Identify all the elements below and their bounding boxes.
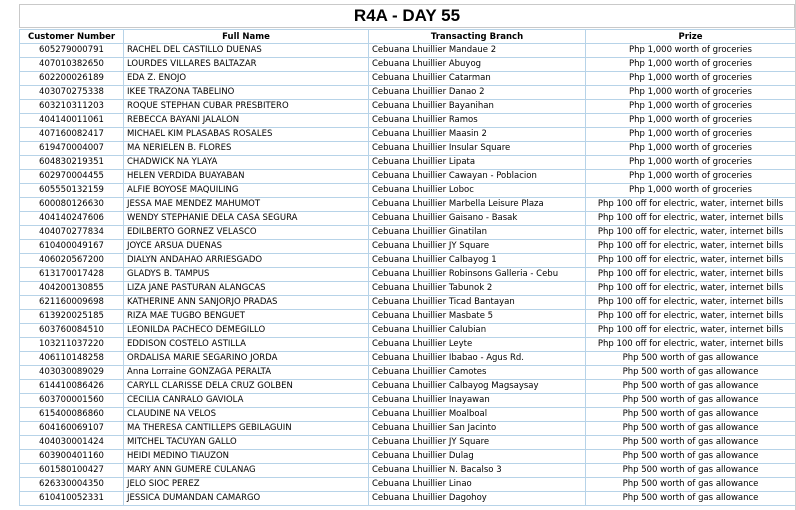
customer-number-cell: 615400086860	[20, 408, 124, 422]
table-row	[20, 478, 796, 492]
branch-cell: Cebuana Lhuillier Calubian	[369, 324, 586, 338]
full-name-cell: EDILBERTO GORNEZ VELASCO	[124, 226, 369, 240]
customer-number-cell: 610400049167	[20, 240, 124, 254]
full-name-cell: MARY ANN GUMERE CULANAG	[124, 464, 369, 478]
full-name-cell: LIZA JANE PASTURAN ALANGCAS	[124, 282, 369, 296]
branch-cell: Cebuana Lhuillier Bayanihan	[369, 100, 586, 114]
prize-cell: Php 500 worth of gas allowance	[586, 380, 796, 394]
header-customer-number: Customer Number	[20, 30, 124, 44]
full-name-cell: JESSICA DUMANDAN CAMARGO	[124, 492, 369, 506]
customer-number-cell: 604160069107	[20, 422, 124, 436]
full-name-cell: ROQUE STEPHAN CUBAR PRESBITERO	[124, 100, 369, 114]
customer-number-cell: 603700001560	[20, 394, 124, 408]
prize-cell: Php 1,000 worth of groceries	[586, 114, 796, 128]
prize-cell: Php 1,000 worth of groceries	[586, 72, 796, 86]
prize-cell: Php 100 off for electric, water, internet bills	[586, 310, 796, 324]
table-row	[20, 198, 796, 212]
table-row	[20, 100, 796, 114]
table-row	[20, 492, 796, 506]
branch-cell: Cebuana Lhuillier San Jacinto	[369, 422, 586, 436]
customer-number-cell: 602970004455	[20, 170, 124, 184]
full-name-cell: ALFIE BOYOSE MAQUILING	[124, 184, 369, 198]
full-name-cell: LOURDES VILLARES BALTAZAR	[124, 58, 369, 72]
customer-number-cell: 403030089029	[20, 366, 124, 380]
full-name-cell: MICHAEL KIM PLASABAS ROSALES	[124, 128, 369, 142]
branch-cell: Cebuana Lhuillier Mandaue 2	[369, 44, 586, 58]
table-row	[20, 86, 796, 100]
full-name-cell: RIZA MAE TUGBO BENGUET	[124, 310, 369, 324]
customer-number-cell: 404070277834	[20, 226, 124, 240]
full-name-cell: DIALYN ANDAHAO ARRIESGADO	[124, 254, 369, 268]
branch-cell: Cebuana Lhuillier Maasin 2	[369, 128, 586, 142]
full-name-cell: ORDALISA MARIE SEGARINO JORDA	[124, 352, 369, 366]
table-row	[20, 170, 796, 184]
branch-cell: Cebuana Lhuillier Catarman	[369, 72, 586, 86]
prize-cell: Php 100 off for electric, water, internet bills	[586, 254, 796, 268]
branch-cell: Cebuana Lhuillier Ramos	[369, 114, 586, 128]
full-name-cell: EDDISON COSTELO ASTILLA	[124, 338, 369, 352]
full-name-cell: Anna Lorraine GONZAGA PERALTA	[124, 366, 369, 380]
table-row	[20, 254, 796, 268]
branch-cell: Cebuana Lhuillier Marbella Leisure Plaza	[369, 198, 586, 212]
branch-cell: Cebuana Lhuillier Inayawan	[369, 394, 586, 408]
customer-number-cell: 605550132159	[20, 184, 124, 198]
branch-cell: Cebuana Lhuillier Moalboal	[369, 408, 586, 422]
branch-cell: Cebuana Lhuillier Dulag	[369, 450, 586, 464]
prize-cell: Php 500 worth of gas allowance	[586, 464, 796, 478]
customer-number-cell: 614410086426	[20, 380, 124, 394]
branch-cell: Cebuana Lhuillier Dagohoy	[369, 492, 586, 506]
full-name-cell: JELO SIOC PEREZ	[124, 478, 369, 492]
sheet-title: R4A - DAY 55	[19, 4, 795, 28]
table-row	[20, 156, 796, 170]
branch-cell: Cebuana Lhuillier Camotes	[369, 366, 586, 380]
prize-cell: Php 500 worth of gas allowance	[586, 450, 796, 464]
branch-cell: Cebuana Lhuillier Tabunok 2	[369, 282, 586, 296]
prize-cell: Php 500 worth of gas allowance	[586, 394, 796, 408]
table-row	[20, 464, 796, 478]
customer-number-cell: 403070275338	[20, 86, 124, 100]
branch-cell: Cebuana Lhuillier Ticad Bantayan	[369, 296, 586, 310]
full-name-cell: WENDY STEPHANIE DELA CASA SEGURA	[124, 212, 369, 226]
table-row	[20, 72, 796, 86]
table-row	[20, 212, 796, 226]
prize-cell: Php 100 off for electric, water, internet bills	[586, 296, 796, 310]
prize-cell: Php 1,000 worth of groceries	[586, 156, 796, 170]
table-row	[20, 268, 796, 282]
full-name-cell: GLADYS B. TAMPUS	[124, 268, 369, 282]
branch-cell: Cebuana Lhuillier Gaisano - Basak	[369, 212, 586, 226]
prize-cell: Php 500 worth of gas allowance	[586, 352, 796, 366]
customer-number-cell: 601580100427	[20, 464, 124, 478]
branch-cell: Cebuana Lhuillier Calbayog 1	[369, 254, 586, 268]
full-name-cell: KATHERINE ANN SANJORJO PRADAS	[124, 296, 369, 310]
customer-number-cell: 603760084510	[20, 324, 124, 338]
full-name-cell: MA THERESA CANTILLEPS GEBILAGUIN	[124, 422, 369, 436]
customer-number-cell: 404140011061	[20, 114, 124, 128]
prize-cell: Php 1,000 worth of groceries	[586, 58, 796, 72]
branch-cell: Cebuana Lhuillier Loboc	[369, 184, 586, 198]
table-row	[20, 114, 796, 128]
prize-cell: Php 500 worth of gas allowance	[586, 436, 796, 450]
header-row	[20, 30, 796, 44]
table-row	[20, 408, 796, 422]
full-name-cell: LEONILDA PACHECO DEMEGILLO	[124, 324, 369, 338]
branch-cell: Cebuana Lhuillier Ginatilan	[369, 226, 586, 240]
prize-cell: Php 500 worth of gas allowance	[586, 408, 796, 422]
prize-cell: Php 1,000 worth of groceries	[586, 142, 796, 156]
prize-cell: Php 100 off for electric, water, internet bills	[586, 212, 796, 226]
prize-cell: Php 1,000 worth of groceries	[586, 44, 796, 58]
branch-cell: Cebuana Lhuillier Robinsons Galleria - Cebu	[369, 268, 586, 282]
table-row	[20, 240, 796, 254]
full-name-cell: RACHEL DEL CASTILLO DUENAS	[124, 44, 369, 58]
table-row	[20, 44, 796, 58]
branch-cell: Cebuana Lhuillier Danao 2	[369, 86, 586, 100]
full-name-cell: HEIDI MEDINO TIAUZON	[124, 450, 369, 464]
branch-cell: Cebuana Lhuillier Leyte	[369, 338, 586, 352]
full-name-cell: CLAUDINE NA VELOS	[124, 408, 369, 422]
full-name-cell: MA NERIELEN B. FLORES	[124, 142, 369, 156]
branch-cell: Cebuana Lhuillier Abuyog	[369, 58, 586, 72]
table-row	[20, 338, 796, 352]
full-name-cell: JESSA MAE MENDEZ MAHUMOT	[124, 198, 369, 212]
branch-cell: Cebuana Lhuillier Lipata	[369, 156, 586, 170]
branch-cell: Cebuana Lhuillier Cawayan - Poblacion	[369, 170, 586, 184]
full-name-cell: JOYCE ARSUA DUENAS	[124, 240, 369, 254]
customer-number-cell: 407160082417	[20, 128, 124, 142]
customer-number-cell: 404200130855	[20, 282, 124, 296]
branch-cell: Cebuana Lhuillier Insular Square	[369, 142, 586, 156]
customer-number-cell: 600080126630	[20, 198, 124, 212]
branch-cell: Cebuana Lhuillier Calbayog Magsaysay	[369, 380, 586, 394]
table-row	[20, 310, 796, 324]
table-row	[20, 324, 796, 338]
prize-cell: Php 1,000 worth of groceries	[586, 170, 796, 184]
table-row	[20, 394, 796, 408]
prize-cell: Php 100 off for electric, water, internet bills	[586, 240, 796, 254]
customer-number-cell: 404140247606	[20, 212, 124, 226]
customer-number-cell: 613920025185	[20, 310, 124, 324]
customer-number-cell: 407010382650	[20, 58, 124, 72]
header-transacting-branch: Transacting Branch	[369, 30, 586, 44]
customer-number-cell: 626330004350	[20, 478, 124, 492]
table-row	[20, 380, 796, 394]
prize-cell: Php 1,000 worth of groceries	[586, 100, 796, 114]
customer-number-cell: 613170017428	[20, 268, 124, 282]
table-row	[20, 436, 796, 450]
winners-table	[19, 29, 796, 506]
full-name-cell: CECILIA CANRALO GAVIOLA	[124, 394, 369, 408]
prize-cell: Php 1,000 worth of groceries	[586, 86, 796, 100]
customer-number-cell: 103211037220	[20, 338, 124, 352]
prize-cell: Php 1,000 worth of groceries	[586, 184, 796, 198]
prize-cell: Php 500 worth of gas allowance	[586, 422, 796, 436]
table-row	[20, 352, 796, 366]
full-name-cell: CHADWICK NA YLAYA	[124, 156, 369, 170]
full-name-cell: REBECCA BAYANI JALALON	[124, 114, 369, 128]
customer-number-cell: 602200026189	[20, 72, 124, 86]
customer-number-cell: 603900401160	[20, 450, 124, 464]
customer-number-cell: 603210311203	[20, 100, 124, 114]
table-row	[20, 226, 796, 240]
customer-number-cell: 406110148258	[20, 352, 124, 366]
branch-cell: Cebuana Lhuillier Masbate 5	[369, 310, 586, 324]
prize-cell: Php 100 off for electric, water, internet bills	[586, 338, 796, 352]
branch-cell: Cebuana Lhuillier Linao	[369, 478, 586, 492]
full-name-cell: HELEN VERDIDA BUAYABAN	[124, 170, 369, 184]
prize-cell: Php 100 off for electric, water, internet bills	[586, 198, 796, 212]
customer-number-cell: 404030001424	[20, 436, 124, 450]
customer-number-cell: 605279000791	[20, 44, 124, 58]
customer-number-cell: 406020567200	[20, 254, 124, 268]
branch-cell: Cebuana Lhuillier N. Bacalso 3	[369, 464, 586, 478]
table-row	[20, 184, 796, 198]
table-row	[20, 450, 796, 464]
table-row	[20, 142, 796, 156]
prize-cell: Php 500 worth of gas allowance	[586, 366, 796, 380]
table-row	[20, 58, 796, 72]
table-body	[20, 44, 796, 506]
prize-cell: Php 1,000 worth of groceries	[586, 128, 796, 142]
branch-cell: Cebuana Lhuillier Ibabao - Agus Rd.	[369, 352, 586, 366]
table-row	[20, 366, 796, 380]
prize-cell: Php 100 off for electric, water, internet bills	[586, 268, 796, 282]
prize-cell: Php 100 off for electric, water, internet bills	[586, 226, 796, 240]
prize-cell: Php 100 off for electric, water, internet bills	[586, 324, 796, 338]
table-row	[20, 282, 796, 296]
full-name-cell: CARYLL CLARISSE DELA CRUZ GOLBEN	[124, 380, 369, 394]
header-prize: Prize	[586, 30, 796, 44]
full-name-cell: MITCHEL TACUYAN GALLO	[124, 436, 369, 450]
customer-number-cell: 621160009698	[20, 296, 124, 310]
customer-number-cell: 610410052331	[20, 492, 124, 506]
customer-number-cell: 619470004007	[20, 142, 124, 156]
table-row	[20, 422, 796, 436]
branch-cell: Cebuana Lhuillier JY Square	[369, 436, 586, 450]
full-name-cell: IKEE TRAZONA TABELINO	[124, 86, 369, 100]
full-name-cell: EDA Z. ENOJO	[124, 72, 369, 86]
prize-cell: Php 500 worth of gas allowance	[586, 492, 796, 506]
customer-number-cell: 604830219351	[20, 156, 124, 170]
header-full-name: Full Name	[124, 30, 369, 44]
prize-cell: Php 500 worth of gas allowance	[586, 478, 796, 492]
branch-cell: Cebuana Lhuillier JY Square	[369, 240, 586, 254]
table-row	[20, 128, 796, 142]
prize-cell: Php 100 off for electric, water, internet bills	[586, 282, 796, 296]
table-row	[20, 296, 796, 310]
